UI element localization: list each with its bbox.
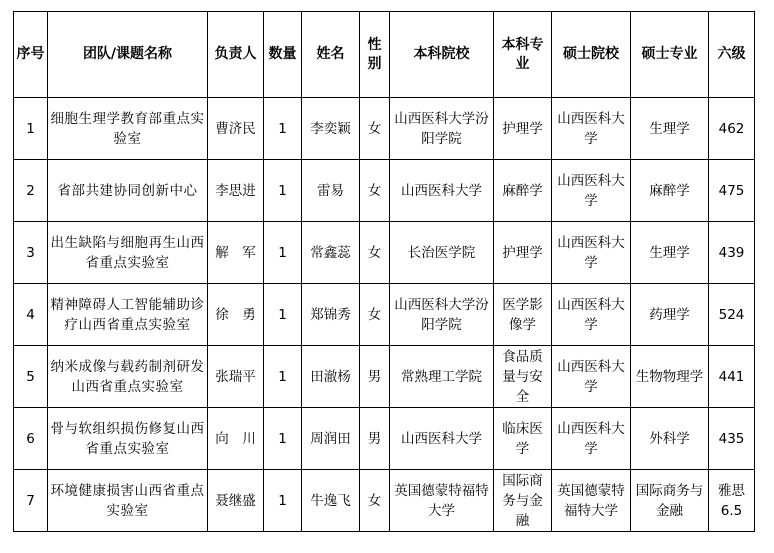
cell-name: 常鑫蕊	[302, 222, 360, 284]
cell-ug-school: 常熟理工学院	[390, 346, 494, 408]
cell-ug-school: 山西医科大学	[390, 408, 494, 470]
cell-no: 6	[14, 408, 48, 470]
cell-count: 1	[264, 160, 302, 222]
header-team: 团队/课题名称	[48, 12, 208, 98]
table-row	[14, 284, 755, 346]
cell-ug-major: 护理学	[494, 222, 552, 284]
header-no: 序号	[14, 12, 48, 98]
cell-ug-major: 临床医学	[494, 408, 552, 470]
cell-team: 精神障碍人工智能辅助诊疗山西省重点实验室	[48, 284, 208, 346]
table-row	[14, 408, 755, 470]
cell-ug-major: 麻醉学	[494, 160, 552, 222]
header-cet6: 六级	[709, 12, 755, 98]
cell-ms-major: 生理学	[631, 222, 709, 284]
header-gender: 性别	[360, 12, 390, 98]
cell-ug-school: 英国德蒙特福特大学	[390, 470, 494, 532]
cell-gender: 女	[360, 284, 390, 346]
cell-ms-major: 国际商务与金融	[631, 470, 709, 532]
header-leader: 负责人	[208, 12, 264, 98]
cell-ms-school: 山西医科大学	[552, 160, 631, 222]
cell-ms-school: 山西医科大学	[552, 408, 631, 470]
cell-ms-major: 生理学	[631, 98, 709, 160]
header-name: 姓名	[302, 12, 360, 98]
header-ms-school: 硕士院校	[552, 12, 631, 98]
cell-ms-major: 麻醉学	[631, 160, 709, 222]
cell-ug-major: 国际商务与金融	[494, 470, 552, 532]
cell-team: 骨与软组织损伤修复山西省重点实验室	[48, 408, 208, 470]
cell-leader: 向 川	[208, 408, 264, 470]
cell-ms-major: 外科学	[631, 408, 709, 470]
cell-ug-major: 食品质量与安全	[494, 346, 552, 408]
cell-no: 3	[14, 222, 48, 284]
header-ms-major: 硕士专业	[631, 12, 709, 98]
cell-cet6: 435	[709, 408, 755, 470]
cell-no: 5	[14, 346, 48, 408]
cell-team: 省部共建协同创新中心	[48, 160, 208, 222]
cell-name: 周润田	[302, 408, 360, 470]
cell-team: 环境健康损害山西省重点实验室	[48, 470, 208, 532]
cell-leader: 张瑞平	[208, 346, 264, 408]
cell-name: 李奕颖	[302, 98, 360, 160]
cell-leader: 徐 勇	[208, 284, 264, 346]
table-row	[14, 470, 755, 532]
cell-ug-school: 山西医科大学汾阳学院	[390, 98, 494, 160]
cell-leader: 解 军	[208, 222, 264, 284]
cell-gender: 女	[360, 98, 390, 160]
cell-leader: 聂继盛	[208, 470, 264, 532]
cell-leader: 曹济民	[208, 98, 264, 160]
cell-count: 1	[264, 470, 302, 532]
cell-count: 1	[264, 284, 302, 346]
cell-team: 出生缺陷与细胞再生山西省重点实验室	[48, 222, 208, 284]
cell-team: 纳米成像与载药制剂研发山西省重点实验室	[48, 346, 208, 408]
cell-name: 田澈杨	[302, 346, 360, 408]
cell-no: 4	[14, 284, 48, 346]
header-count: 数量	[264, 12, 302, 98]
cell-gender: 女	[360, 470, 390, 532]
table-row	[14, 98, 755, 160]
cell-ug-school: 山西医科大学汾阳学院	[390, 284, 494, 346]
cell-ms-school: 山西医科大学	[552, 346, 631, 408]
table-row	[14, 222, 755, 284]
cell-count: 1	[264, 408, 302, 470]
cell-no: 2	[14, 160, 48, 222]
cell-no: 1	[14, 98, 48, 160]
cell-gender: 男	[360, 346, 390, 408]
cell-name: 雷易	[302, 160, 360, 222]
cell-ms-school: 山西医科大学	[552, 98, 631, 160]
cell-ms-school: 英国德蒙特福特大学	[552, 470, 631, 532]
cell-ug-school: 山西医科大学	[390, 160, 494, 222]
cell-name: 牛逸飞	[302, 470, 360, 532]
header-ug-major: 本科专业	[494, 12, 552, 98]
recruitment-table	[13, 11, 755, 532]
cell-cet6: 462	[709, 98, 755, 160]
cell-cet6: 524	[709, 284, 755, 346]
cell-gender: 女	[360, 222, 390, 284]
cell-gender: 男	[360, 408, 390, 470]
cell-cet6: 439	[709, 222, 755, 284]
cell-ms-major: 生物物理学	[631, 346, 709, 408]
cell-count: 1	[264, 222, 302, 284]
cell-ms-major: 药理学	[631, 284, 709, 346]
cell-ug-school: 长治医学院	[390, 222, 494, 284]
cell-gender: 女	[360, 160, 390, 222]
header-row	[14, 12, 755, 98]
cell-ug-major: 护理学	[494, 98, 552, 160]
table-row	[14, 346, 755, 408]
cell-name: 郑锦秀	[302, 284, 360, 346]
cell-no: 7	[14, 470, 48, 532]
cell-ms-school: 山西医科大学	[552, 222, 631, 284]
cell-count: 1	[264, 98, 302, 160]
cell-cet6: 441	[709, 346, 755, 408]
cell-cet6: 雅思6.5	[709, 470, 755, 532]
header-ug-school: 本科院校	[390, 12, 494, 98]
table-row	[14, 160, 755, 222]
cell-ug-major: 医学影像学	[494, 284, 552, 346]
cell-count: 1	[264, 346, 302, 408]
cell-cet6: 475	[709, 160, 755, 222]
cell-leader: 李思进	[208, 160, 264, 222]
cell-team: 细胞生理学教育部重点实验室	[48, 98, 208, 160]
cell-ms-school: 山西医科大学	[552, 284, 631, 346]
